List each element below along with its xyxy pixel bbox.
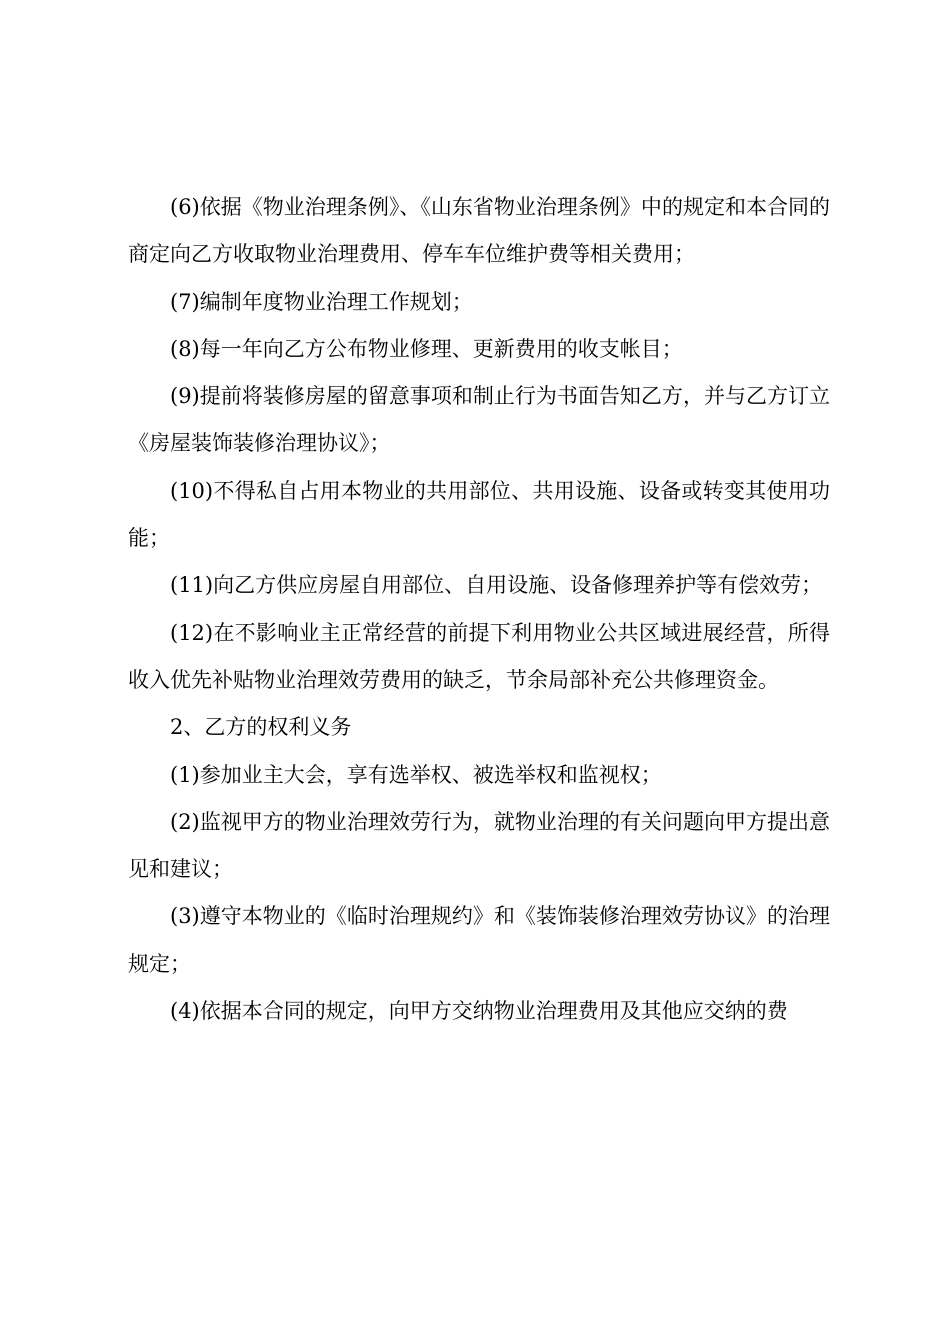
paragraph-party-a-item-7: (7)编制年度物业治理工作规划； [170,289,473,314]
paragraph-party-a-item-11: (11)向乙方供应房屋自用部位、自用设施、设备修理养护等有偿效劳； [170,573,823,598]
paragraph-party-a-item-12: (12)在不影响业主正常经营的前提下利用物业公共区域进展经营，所得收入优先补贴物业治理效劳费用的缺乏，节余局部补充公共修理资金。 [128,620,830,692]
paragraph-party-b-item-4: (4)依据本合同的规定，向甲方交纳物业治理费用及其他应交纳的费 [170,999,788,1024]
paragraph-party-a-item-6: (6)依据《物业治理条例》、《山东省物业治理条例》中的规定和本合同的商定向乙方收取物业治理费用、停车车位维护费等相关费用； [128,195,830,267]
paragraph-party-a-item-9: (9)提前将装修房屋的留意事项和制止行为书面告知乙方，并与乙方订立《房屋装饰装修治理协议》； [128,384,830,456]
section-heading-party-b: 2、乙方的权利义务 [170,715,352,740]
paragraph-party-b-item-1: (1)参加业主大会，享有选举权、被选举权和监视权； [170,762,662,787]
paragraph-party-a-item-10: (10)不得私自占用本物业的共用部位、共用设施、设备或转变其使用功能； [128,478,830,551]
paragraph-party-b-item-2: (2)监视甲方的物业治理效劳行为，就物业治理的有关问题向甲方提出意见和建议； [128,809,830,882]
paragraph-party-a-item-8: (8)每一年向乙方公布物业修理、更新费用的收支帐目； [170,336,683,361]
paragraph-party-b-item-3: (3)遵守本物业的《临时治理规约》和《装饰装修治理效劳协议》的治理规定； [128,904,830,976]
document-body [128,184,830,1035]
